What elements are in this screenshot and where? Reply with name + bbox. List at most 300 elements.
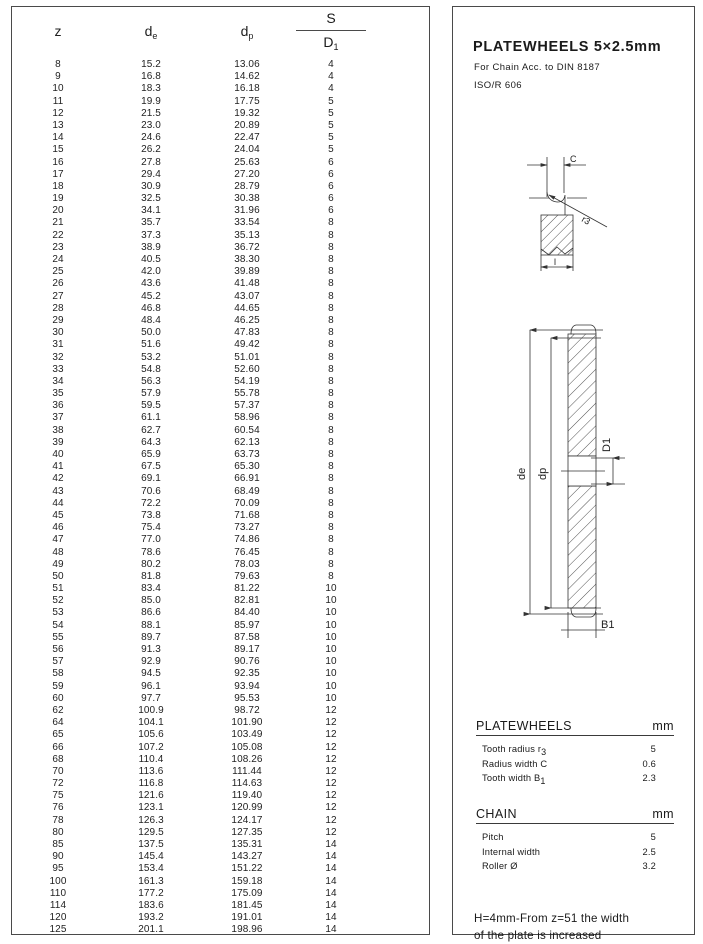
cell-D1: 12	[325, 790, 337, 802]
cell-de: 81.8	[141, 570, 161, 582]
cell-D1: 10	[325, 619, 337, 631]
cell-de: 64.3	[141, 436, 161, 448]
cell-dp: 191.01	[231, 912, 263, 924]
cell-z: 76	[52, 802, 64, 814]
cell-dp: 22.47	[234, 132, 260, 144]
cell-D1: 12	[325, 826, 337, 838]
cell-dp: 55.78	[234, 388, 260, 400]
header-cell-s-d1	[296, 7, 366, 55]
cell-D1: 12	[325, 753, 337, 765]
cell-dp: 159.18	[231, 875, 263, 887]
platewheels-spec-label-sub: 1	[540, 776, 546, 786]
cell-z: 37	[52, 412, 64, 424]
label-dp: dp	[537, 467, 549, 480]
cell-dp: 14.62	[234, 71, 260, 83]
cell-D1: 8	[328, 497, 334, 509]
cell-D1: 8	[328, 314, 334, 326]
cell-z: 50	[52, 570, 64, 582]
cell-de: 123.1	[138, 802, 164, 814]
label-b1: B1	[601, 619, 615, 631]
header-label-d1-base: D	[323, 34, 334, 50]
cell-dp: 127.35	[231, 826, 263, 838]
cell-D1: 12	[325, 741, 337, 753]
header-cell-de	[104, 7, 198, 55]
platewheels-spec-value: 5	[650, 744, 656, 754]
dimension-table-panel	[11, 6, 430, 935]
cell-D1: 4	[328, 83, 334, 95]
cell-de: 70.6	[141, 485, 161, 497]
dimension-table	[12, 7, 429, 937]
chain-spec-row	[476, 845, 674, 860]
cell-z: 59	[52, 680, 64, 692]
cell-D1: 8	[328, 217, 334, 229]
cell-de: 75.4	[141, 522, 161, 534]
cell-de: 107.2	[138, 741, 164, 753]
cell-de: 80.2	[141, 558, 161, 570]
platewheels-spec-value: 2.3	[642, 773, 656, 783]
cell-de: 86.6	[141, 607, 161, 619]
cell-de: 42.0	[141, 266, 161, 278]
cell-de: 193.2	[138, 912, 164, 924]
cell-z: 9	[55, 71, 61, 83]
cell-D1: 14	[325, 851, 337, 863]
cell-z: 75	[52, 790, 64, 802]
cell-z: 90	[52, 851, 64, 863]
cell-z: 42	[52, 473, 64, 485]
cell-z: 100	[49, 875, 67, 887]
cell-D1: 10	[325, 668, 337, 680]
cell-z: 10	[52, 83, 64, 95]
cell-dp: 81.22	[234, 583, 260, 595]
platewheels-spec-title: PLATEWHEELS	[476, 719, 572, 733]
cell-D1: 8	[328, 570, 334, 582]
cell-D1: 8	[328, 375, 334, 387]
cell-D1: 8	[328, 400, 334, 412]
cell-de: 110.4	[138, 753, 164, 765]
table-header-row	[12, 7, 429, 55]
cell-z: 38	[52, 424, 64, 436]
platewheels-spec-row	[476, 771, 674, 786]
cell-dp: 105.08	[231, 741, 263, 753]
cell-z: 55	[52, 631, 64, 643]
column-dp	[198, 55, 296, 937]
header-label-dp-base: d	[240, 23, 249, 39]
cell-dp: 31.96	[234, 205, 260, 217]
tooth-profile-diagram	[491, 143, 681, 283]
cell-D1: 8	[328, 449, 334, 460]
header-cell-blank	[366, 7, 429, 55]
cell-de: 65.9	[141, 449, 161, 460]
cell-de: 61.1	[141, 412, 161, 424]
cell-D1: 8	[328, 266, 334, 278]
cell-D1: 14	[325, 899, 337, 911]
cell-z: 14	[52, 132, 64, 144]
cell-D1: 6	[328, 180, 334, 192]
cell-D1: 8	[328, 363, 334, 375]
cell-z: 18	[52, 180, 64, 192]
cell-D1: 8	[328, 534, 334, 546]
chain-spec-row	[476, 830, 674, 845]
cell-dp: 101.90	[231, 717, 263, 729]
platewheels-spec-block	[476, 719, 674, 786]
cell-de: 51.6	[141, 339, 161, 351]
chain-spec-rows	[476, 830, 674, 874]
platewheels-spec-header	[476, 719, 674, 736]
cell-z: 70	[52, 765, 64, 777]
cell-z: 26	[52, 278, 64, 290]
cell-D1: 12	[325, 802, 337, 814]
cell-de: 45.2	[141, 290, 161, 302]
cell-D1: 12	[325, 778, 337, 790]
cell-dp: 103.49	[231, 729, 263, 741]
cell-dp: 120.99	[231, 802, 263, 814]
footer-note-line1: H=4mm-From z=51 the width	[474, 912, 630, 925]
column-de	[104, 55, 198, 937]
cell-dp: 79.63	[234, 570, 260, 582]
cell-D1: 8	[328, 436, 334, 448]
cell-de: 53.2	[141, 351, 161, 363]
cell-dp: 58.96	[234, 412, 260, 424]
cell-D1: 8	[328, 351, 334, 363]
cell-z: 34	[52, 375, 64, 387]
chain-spec-label: Pitch	[482, 832, 504, 842]
cell-dp: 49.42	[234, 339, 260, 351]
cell-de: 46.8	[141, 302, 161, 314]
label-c: C	[570, 154, 577, 164]
cell-D1: 14	[325, 875, 337, 887]
cell-z: 22	[52, 229, 64, 241]
chain-spec-label: Roller Ø	[482, 861, 518, 871]
cell-D1: 8	[328, 241, 334, 253]
platewheels-spec-value: 0.6	[642, 758, 656, 769]
cell-dp: 119.40	[231, 790, 263, 802]
cell-dp: 24.04	[234, 144, 260, 156]
cell-D1: 8	[328, 424, 334, 436]
platewheels-spec-row	[476, 742, 674, 757]
cell-de: 92.9	[141, 656, 161, 668]
column-z	[12, 55, 104, 937]
cell-z: 30	[52, 327, 64, 339]
cell-dp: 17.75	[234, 95, 260, 107]
cell-z: 66	[52, 741, 64, 753]
cell-de: 96.1	[141, 680, 161, 692]
cell-dp: 68.49	[234, 485, 260, 497]
footer-note-line2: of the plate is increased	[474, 929, 602, 942]
cell-D1: 8	[328, 546, 334, 558]
cell-D1: 10	[325, 656, 337, 668]
cell-z: 35	[52, 388, 64, 400]
cell-D1: 12	[325, 814, 337, 826]
cell-dp: 46.25	[234, 314, 260, 326]
cell-de: 23.0	[141, 119, 161, 131]
header-cell-z	[12, 7, 104, 55]
cell-z: 60	[52, 692, 64, 704]
cell-de: 83.4	[141, 583, 161, 595]
cell-z: 27	[52, 290, 64, 302]
cell-de: 62.7	[141, 424, 161, 436]
cell-dp: 95.53	[234, 692, 260, 704]
chain-spec-label: Internal width	[482, 846, 541, 857]
cell-D1: 12	[325, 765, 337, 777]
cell-de: 56.3	[141, 375, 161, 387]
cell-de: 48.4	[141, 314, 161, 326]
chain-spec-header	[476, 807, 674, 824]
cell-de: 40.5	[141, 254, 161, 265]
header-label-dp-sub: p	[248, 31, 254, 41]
cell-z: 58	[52, 668, 64, 680]
cell-de: 78.6	[141, 546, 161, 558]
cell-dp: 73.27	[234, 522, 260, 534]
header-label-s: S	[296, 7, 366, 31]
cell-z: 8	[55, 59, 61, 70]
column-values-z	[12, 55, 104, 937]
cell-z: 31	[52, 339, 64, 351]
cell-D1: 8	[328, 461, 334, 473]
cell-D1: 5	[328, 107, 334, 119]
cell-D1: 8	[328, 254, 334, 265]
cell-dp: 54.19	[234, 375, 260, 387]
cell-z: 78	[52, 814, 64, 826]
cell-z: 36	[52, 400, 64, 412]
label-d1: D1	[601, 437, 613, 452]
cell-dp: 108.26	[231, 753, 263, 765]
cell-dp: 175.09	[231, 887, 263, 899]
cell-z: 40	[52, 449, 64, 460]
cell-z: 46	[52, 522, 64, 534]
cell-dp: 27.20	[234, 168, 260, 180]
cell-z: 21	[52, 217, 64, 229]
cell-dp: 92.35	[234, 668, 260, 680]
platewheels-spec-row	[476, 757, 674, 772]
cell-de: 50.0	[141, 327, 161, 339]
cell-de: 105.6	[138, 729, 164, 741]
cell-dp: 20.89	[234, 119, 260, 131]
cell-z: 43	[52, 485, 64, 497]
cell-de: 153.4	[138, 863, 164, 875]
cell-D1: 5	[328, 119, 334, 131]
cell-de: 19.9	[141, 95, 161, 107]
cell-D1: 14	[325, 839, 337, 850]
cell-de: 15.2	[141, 59, 161, 70]
label-de: de	[516, 467, 528, 480]
cell-D1: 10	[325, 631, 337, 643]
cell-de: 177.2	[138, 887, 164, 899]
chain-spec-value: 3.2	[642, 861, 656, 871]
cell-dp: 36.72	[234, 241, 260, 253]
cell-z: 23	[52, 241, 64, 253]
cell-z: 24	[52, 254, 64, 265]
cell-z: 52	[52, 595, 64, 607]
cell-D1: 10	[325, 644, 337, 655]
cell-dp: 47.83	[234, 327, 260, 339]
column-values-d1	[296, 55, 366, 937]
cell-dp: 70.09	[234, 497, 260, 509]
cell-dp: 198.96	[231, 924, 263, 936]
cell-z: 41	[52, 461, 64, 473]
platewheels-spec-label: Tooth width $B_1$	[482, 773, 546, 786]
cell-de: 161.3	[138, 875, 164, 887]
cell-de: 126.3	[138, 814, 164, 826]
header-label-d1-sub: 1	[333, 42, 339, 52]
column-values-de	[104, 55, 198, 937]
header-label-de-sub: e	[152, 31, 158, 41]
label-tooth-width: l	[554, 257, 556, 267]
cell-de: 16.8	[141, 71, 161, 83]
cell-z: 28	[52, 302, 64, 314]
cell-dp: 30.38	[234, 193, 260, 205]
cell-dp: 181.45	[231, 899, 263, 911]
cell-dp: 35.13	[234, 229, 260, 241]
chain-spec-title: CHAIN	[476, 807, 517, 821]
cell-dp: 89.17	[234, 644, 260, 655]
cell-z: 65	[52, 729, 64, 741]
cell-dp: 87.58	[234, 631, 260, 643]
cell-de: 38.9	[141, 241, 161, 253]
cell-de: 69.1	[141, 473, 161, 485]
cell-de: 91.3	[141, 644, 161, 655]
cell-de: 137.5	[138, 839, 164, 850]
cell-dp: 114.63	[231, 778, 263, 790]
cell-D1: 14	[325, 863, 337, 875]
cell-de: 32.5	[141, 193, 161, 205]
cell-de: 113.6	[138, 765, 164, 777]
cell-de: 145.4	[138, 851, 164, 863]
cell-de: 24.6	[141, 132, 161, 144]
cell-z: 15	[52, 144, 64, 156]
cell-dp: 57.37	[234, 400, 260, 412]
cell-dp: 74.86	[234, 534, 260, 546]
cell-dp: 38.30	[234, 254, 260, 265]
cell-dp: 39.89	[234, 266, 260, 278]
cell-dp: 25.63	[234, 156, 260, 168]
cell-z: 25	[52, 266, 64, 278]
cell-z: 13	[52, 119, 64, 131]
cell-dp: 90.76	[234, 656, 260, 668]
cell-z: 85	[52, 839, 64, 850]
cell-dp: 135.31	[231, 839, 263, 850]
cell-de: 37.3	[141, 229, 161, 241]
cell-de: 43.6	[141, 278, 161, 290]
cell-de: 54.8	[141, 363, 161, 375]
cell-de: 21.5	[141, 107, 161, 119]
cell-de: 35.7	[141, 217, 161, 229]
cell-D1: 8	[328, 509, 334, 521]
cell-D1: 6	[328, 205, 334, 217]
cell-de: 34.1	[141, 205, 161, 217]
cell-de: 77.0	[141, 534, 161, 546]
cell-de: 29.4	[141, 168, 161, 180]
cell-z: 110	[49, 887, 67, 899]
cell-z: 54	[52, 619, 64, 631]
cell-dp: 151.22	[231, 863, 263, 875]
cell-D1: 4	[328, 71, 334, 83]
cell-dp: 66.91	[234, 473, 260, 485]
cell-de: 85.0	[141, 595, 161, 607]
cell-dp: 52.60	[234, 363, 260, 375]
cell-de: 121.6	[138, 790, 164, 802]
chain-spec-unit: mm	[652, 807, 674, 821]
cell-z: 64	[52, 717, 64, 729]
subtitle-iso: ISO/R 606	[474, 80, 522, 91]
cell-z: 95	[52, 863, 64, 875]
cell-dp: 41.48	[234, 278, 260, 290]
cell-D1: 14	[325, 912, 337, 924]
header-cell-d1	[296, 31, 366, 54]
cell-D1: 4	[328, 59, 334, 70]
cell-de: 67.5	[141, 461, 161, 473]
header-cell-dp	[198, 7, 296, 55]
column-d1	[296, 55, 366, 937]
cell-dp: 65.30	[234, 461, 260, 473]
cell-dp: 60.54	[234, 424, 260, 436]
cell-D1: 12	[325, 729, 337, 741]
cell-dp: 43.07	[234, 290, 260, 302]
platewheels-spec-label-sub: 3	[541, 747, 547, 757]
cell-D1: 12	[325, 704, 337, 716]
cell-de: 129.5	[138, 826, 164, 838]
cell-de: 97.7	[141, 692, 161, 704]
cell-D1: 6	[328, 156, 334, 168]
cell-de: 183.6	[138, 899, 164, 911]
cell-z: 53	[52, 607, 64, 619]
cell-z: 62	[52, 704, 64, 716]
cell-z: 57	[52, 656, 64, 668]
cell-D1: 8	[328, 388, 334, 400]
cell-de: 201.1	[138, 924, 164, 936]
cell-dp: 19.32	[234, 107, 260, 119]
subtitle-standard: For Chain Acc. to DIN 8187	[474, 62, 601, 73]
cell-z: 51	[52, 583, 64, 595]
cell-de: 18.3	[141, 83, 161, 95]
cell-D1: 10	[325, 692, 337, 704]
platewheels-spec-unit: mm	[652, 719, 674, 733]
cell-z: 17	[52, 168, 64, 180]
cell-D1: 8	[328, 412, 334, 424]
chain-spec-value: 2.5	[642, 846, 656, 857]
cell-dp: 62.13	[234, 436, 260, 448]
cell-z: 39	[52, 436, 64, 448]
cell-dp: 63.73	[234, 449, 260, 460]
cell-z: 56	[52, 644, 64, 655]
cell-z: 32	[52, 351, 64, 363]
cell-D1: 8	[328, 339, 334, 351]
cell-D1: 8	[328, 290, 334, 302]
cell-D1: 12	[325, 717, 337, 729]
cell-dp: 111.44	[232, 765, 262, 777]
cell-z: 16	[52, 156, 64, 168]
cell-dp: 98.72	[234, 704, 260, 716]
cell-D1: 8	[328, 229, 334, 241]
cell-D1: 5	[328, 144, 334, 156]
cell-D1: 14	[325, 887, 337, 899]
cell-de: 73.8	[141, 509, 161, 521]
cell-D1: 10	[325, 680, 337, 692]
cell-de: 104.1	[138, 717, 164, 729]
cell-dp: 85.97	[234, 619, 260, 631]
platewheels-spec-rows	[476, 742, 674, 786]
cell-D1: 8	[328, 278, 334, 290]
cell-dp: 93.94	[234, 680, 260, 692]
cell-D1: 5	[328, 95, 334, 107]
chain-spec-row	[476, 859, 674, 874]
cell-z: 114	[49, 899, 67, 911]
cell-D1: 14	[325, 924, 337, 936]
cell-de: 94.5	[141, 668, 161, 680]
cell-de: 89.7	[141, 631, 161, 643]
cell-dp: 84.40	[234, 607, 260, 619]
cell-dp: 16.18	[234, 83, 260, 95]
cell-z: 47	[52, 534, 64, 546]
